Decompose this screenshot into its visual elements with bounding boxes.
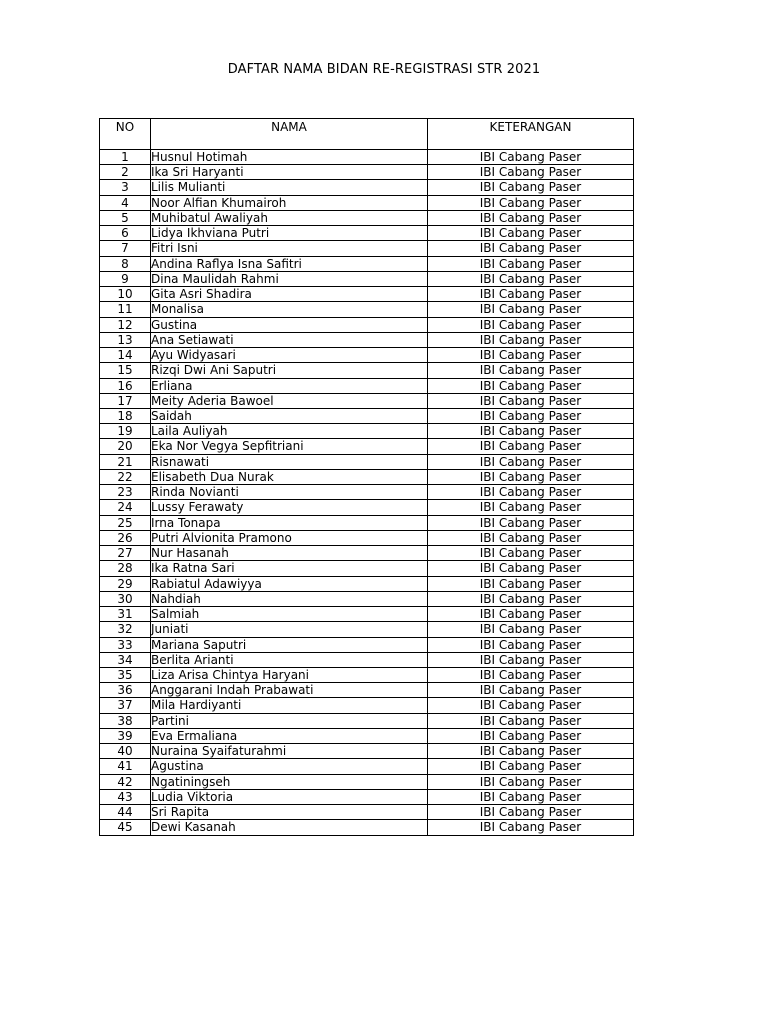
table-row [100,469,634,484]
row-number: 37 [100,698,151,713]
row-name: Ika Ratna Sari [151,561,428,576]
table-row [100,698,634,713]
row-keterangan: IBI Cabang Paser [428,439,634,454]
row-keterangan: IBI Cabang Paser [428,576,634,591]
table-row [100,317,634,332]
row-keterangan: IBI Cabang Paser [428,256,634,271]
table-row [100,271,634,286]
row-keterangan: IBI Cabang Paser [428,348,634,363]
row-keterangan: IBI Cabang Paser [428,332,634,347]
row-name: Anggarani Indah Prabawati [151,683,428,698]
row-name: Gita Asri Shadira [151,287,428,302]
table-row [100,637,634,652]
row-keterangan: IBI Cabang Paser [428,287,634,302]
table-row [100,805,634,820]
row-number: 27 [100,546,151,561]
table-row [100,226,634,241]
row-name: Saidah [151,408,428,423]
row-name: Berlita Arianti [151,652,428,667]
table-row [100,728,634,743]
row-number: 3 [100,180,151,195]
row-number: 28 [100,561,151,576]
table-row [100,759,634,774]
row-name: Ayu Widyasari [151,348,428,363]
row-keterangan: IBI Cabang Paser [428,500,634,515]
row-name: Lilis Mulianti [151,180,428,195]
table-row [100,363,634,378]
table-row [100,150,634,165]
row-number: 19 [100,424,151,439]
row-number: 12 [100,317,151,332]
row-name: Meity Aderia Bawoel [151,393,428,408]
row-name: Sri Rapita [151,805,428,820]
row-number: 36 [100,683,151,698]
table-row [100,683,634,698]
row-keterangan: IBI Cabang Paser [428,271,634,286]
row-keterangan: IBI Cabang Paser [428,744,634,759]
row-keterangan: IBI Cabang Paser [428,591,634,606]
row-keterangan: IBI Cabang Paser [428,607,634,622]
row-name: Juniati [151,622,428,637]
table-row [100,195,634,210]
table-row [100,774,634,789]
row-keterangan: IBI Cabang Paser [428,195,634,210]
row-name: Noor Alfian Khumairoh [151,195,428,210]
row-number: 26 [100,530,151,545]
row-name: Rinda Novianti [151,485,428,500]
row-number: 39 [100,728,151,743]
row-name: Lussy Ferawaty [151,500,428,515]
row-keterangan: IBI Cabang Paser [428,210,634,225]
page-title: DAFTAR NAMA BIDAN RE-REGISTRASI STR 2021 [227,62,541,77]
table-row [100,165,634,180]
row-name: Nuraina Syaifaturahmi [151,744,428,759]
row-name: Dewi Kasanah [151,820,428,835]
row-name: Nahdiah [151,591,428,606]
row-keterangan: IBI Cabang Paser [428,820,634,835]
column-header-keterangan: KETERANGAN [428,119,634,150]
row-name: Lidya Ikhviana Putri [151,226,428,241]
row-keterangan: IBI Cabang Paser [428,789,634,804]
table-row [100,789,634,804]
row-name: Ludia Viktoria [151,789,428,804]
table-row [100,622,634,637]
row-name: Gustina [151,317,428,332]
row-keterangan: IBI Cabang Paser [428,728,634,743]
table-row [100,485,634,500]
row-number: 20 [100,439,151,454]
table-row [100,332,634,347]
row-name: Fitri Isni [151,241,428,256]
table-row [100,393,634,408]
row-keterangan: IBI Cabang Paser [428,622,634,637]
row-number: 9 [100,271,151,286]
row-keterangan: IBI Cabang Paser [428,530,634,545]
row-keterangan: IBI Cabang Paser [428,302,634,317]
table-row [100,302,634,317]
table-row [100,454,634,469]
table-row [100,210,634,225]
row-name: Eva Ermaliana [151,728,428,743]
row-name: Mila Hardiyanti [151,698,428,713]
row-keterangan: IBI Cabang Paser [428,469,634,484]
row-number: 11 [100,302,151,317]
table-row [100,546,634,561]
row-keterangan: IBI Cabang Paser [428,165,634,180]
row-number: 44 [100,805,151,820]
row-keterangan: IBI Cabang Paser [428,698,634,713]
row-keterangan: IBI Cabang Paser [428,774,634,789]
row-keterangan: IBI Cabang Paser [428,713,634,728]
table-row [100,439,634,454]
table-row [100,378,634,393]
row-keterangan: IBI Cabang Paser [428,805,634,820]
row-keterangan: IBI Cabang Paser [428,759,634,774]
row-number: 35 [100,667,151,682]
table-row [100,515,634,530]
table-header-row [100,119,634,150]
table-row [100,667,634,682]
row-number: 40 [100,744,151,759]
table-row [100,241,634,256]
row-keterangan: IBI Cabang Paser [428,226,634,241]
row-number: 24 [100,500,151,515]
row-name: Rabiatul Adawiyya [151,576,428,591]
row-name: Elisabeth Dua Nurak [151,469,428,484]
row-number: 4 [100,195,151,210]
table-row [100,576,634,591]
table-row [100,256,634,271]
row-number: 17 [100,393,151,408]
row-name: Ika Sri Haryanti [151,165,428,180]
table-row [100,561,634,576]
row-number: 18 [100,408,151,423]
table-row [100,408,634,423]
table-row [100,348,634,363]
row-number: 5 [100,210,151,225]
row-number: 43 [100,789,151,804]
row-keterangan: IBI Cabang Paser [428,363,634,378]
row-number: 33 [100,637,151,652]
row-keterangan: IBI Cabang Paser [428,393,634,408]
row-number: 38 [100,713,151,728]
row-number: 15 [100,363,151,378]
row-number: 2 [100,165,151,180]
column-header-no: NO [100,119,151,150]
table-row [100,820,634,835]
row-keterangan: IBI Cabang Paser [428,317,634,332]
row-name: Ana Setiawati [151,332,428,347]
row-keterangan: IBI Cabang Paser [428,485,634,500]
row-keterangan: IBI Cabang Paser [428,561,634,576]
row-keterangan: IBI Cabang Paser [428,408,634,423]
row-keterangan: IBI Cabang Paser [428,424,634,439]
row-name: Agustina [151,759,428,774]
row-name: Risnawati [151,454,428,469]
table-row [100,744,634,759]
row-name: Irna Tonapa [151,515,428,530]
table-row [100,500,634,515]
table-body [100,150,634,836]
table-row [100,713,634,728]
row-name: Monalisa [151,302,428,317]
row-number: 21 [100,454,151,469]
table-row [100,607,634,622]
row-number: 30 [100,591,151,606]
row-name: Andina Raflya Isna Safitri [151,256,428,271]
row-keterangan: IBI Cabang Paser [428,454,634,469]
row-number: 31 [100,607,151,622]
row-name: Nur Hasanah [151,546,428,561]
row-name: Putri Alvionita Pramono [151,530,428,545]
row-name: Erliana [151,378,428,393]
row-number: 10 [100,287,151,302]
registrant-table [99,118,634,836]
row-name: Salmiah [151,607,428,622]
row-keterangan: IBI Cabang Paser [428,378,634,393]
row-name: Muhibatul Awaliyah [151,210,428,225]
row-number: 14 [100,348,151,363]
table-row [100,591,634,606]
row-keterangan: IBI Cabang Paser [428,652,634,667]
row-name: Ngatiningseh [151,774,428,789]
row-number: 7 [100,241,151,256]
table-row [100,652,634,667]
row-number: 25 [100,515,151,530]
row-name: Dina Maulidah Rahmi [151,271,428,286]
row-number: 29 [100,576,151,591]
row-number: 8 [100,256,151,271]
table-row [100,180,634,195]
row-keterangan: IBI Cabang Paser [428,546,634,561]
row-name: Partini [151,713,428,728]
row-keterangan: IBI Cabang Paser [428,683,634,698]
row-number: 1 [100,150,151,165]
row-name: Rizqi Dwi Ani Saputri [151,363,428,378]
row-name: Husnul Hotimah [151,150,428,165]
row-number: 13 [100,332,151,347]
table-row [100,287,634,302]
row-keterangan: IBI Cabang Paser [428,241,634,256]
row-keterangan: IBI Cabang Paser [428,150,634,165]
row-number: 45 [100,820,151,835]
column-header-nama: NAMA [151,119,428,150]
row-name: Liza Arisa Chintya Haryani [151,667,428,682]
table-row [100,424,634,439]
row-number: 22 [100,469,151,484]
row-number: 23 [100,485,151,500]
row-keterangan: IBI Cabang Paser [428,180,634,195]
row-number: 42 [100,774,151,789]
row-keterangan: IBI Cabang Paser [428,637,634,652]
row-name: Eka Nor Vegya Sepfitriani [151,439,428,454]
row-keterangan: IBI Cabang Paser [428,515,634,530]
row-number: 32 [100,622,151,637]
row-number: 41 [100,759,151,774]
row-number: 16 [100,378,151,393]
row-number: 34 [100,652,151,667]
row-name: Mariana Saputri [151,637,428,652]
row-number: 6 [100,226,151,241]
table-row [100,530,634,545]
row-keterangan: IBI Cabang Paser [428,667,634,682]
row-name: Laila Auliyah [151,424,428,439]
